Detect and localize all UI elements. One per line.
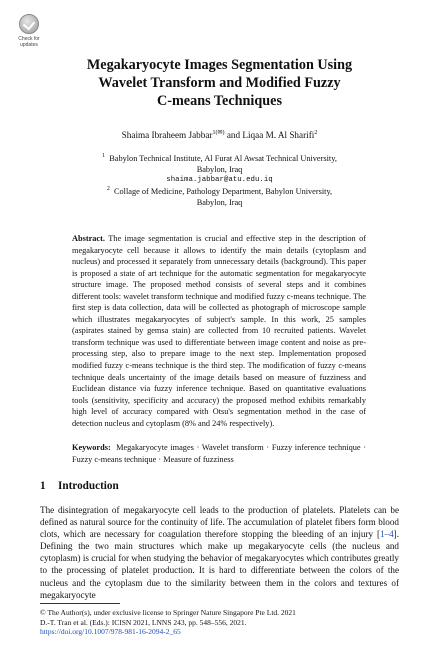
abstract (72, 233, 366, 429)
keywords (72, 442, 366, 465)
author-2-sup: 2 (314, 130, 318, 136)
author-1-sup: 1(✉) (212, 130, 225, 136)
affiliation-2: $^2$ Collage of Medicine, Pathology Department, Babylon University, Babylon, Iraq (106, 186, 333, 207)
citation-link[interactable]: 1–4 (379, 529, 394, 540)
author-2: Liqaa M. Al Sharifi (242, 130, 315, 141)
keywords-text: Megakaryocyte images · Wavelet transform · Fuzzy inference technique · Fuzzy c-means technique · Measure of fuzziness (72, 443, 366, 464)
abstract-text: The image segmentation is crucial and effective step in the description of megakaryocyte cell because it allows to identify the main details (cytoplasm and nucleus) and processed it separately from unnecessary details (background). This paper is proposed a state of art technique for the automatic segmentation for megakaryocyte structure image. The proposed method consists of several steps and it combines different tools: wavelet transform technique and modified fuzzy c-means technique. The first step is data collection, data will be collected as photograph of microscope sample which illustrates megakaryocytes of subject's sample. In this work, 25 samples (aspirates stained by gemsa stain) are collected from 10 recruited patients. Wavelet transform technique was used to differentiate between image content and noise as pre-processing step, also to prepare image to the next step. Implementation proposed modified fuzzy c-means technique is the third step. The modification of fuzzy c-means technique deals uncertainty of the image details based on measure of fuzziness and Euclidean distance via fuzzy inference technique. Based on quantitative evaluations tools (sensitivity, specificity and accuracy) the proposed method exhibits remarkably high level of accuracy compared with Otsu's segmentation method in the case of detection nucleus and cytoplasm (8% and 24% respectively). (72, 234, 366, 428)
check-updates-icon (19, 14, 39, 34)
section-heading (40, 480, 119, 492)
copyright-footer: © The Author(s), under exclusive license to Springer Nature Singapore Pte Ltd. 2021 D.-T. Tran et al. (Eds.): ICISN 2021, LNNS 243, pp. 548–556, 2021. https://doi.org/10.1007/978-981-16-2094-2_65 (40, 608, 410, 637)
author-line: Shaima Ibraheem Jabbar$^{1(✉)}$ and Liqaa M. Al Sharifi$^2$ (121, 130, 318, 141)
badge-text: Check for updates (18, 36, 40, 48)
author-1: Shaima Ibraheem Jabbar (121, 130, 213, 141)
doi-link[interactable]: https://doi.org/10.1007/978-981-16-2094-2_65 (40, 627, 181, 637)
affiliation-1: $^1$ Babylon Technical Institute, Al Furat Al Awsat Technical University, Babylon, Iraq shaima.jabbar@atu.edu.iq (40, 151, 399, 186)
author-email-link[interactable]: shaima.jabbar@atu.edu.iq (166, 175, 273, 184)
check-for-updates-badge[interactable] (16, 14, 42, 48)
keywords-label: Keywords: (72, 443, 111, 452)
paper-title: Megakaryocyte Images Segmentation Using Wavelet Transform and Modified Fuzzy C-means Techniques (86, 57, 353, 109)
abstract-label: Abstract. (72, 234, 105, 243)
section-title: Introduction (58, 480, 119, 492)
footnote-rule (40, 603, 120, 604)
intro-paragraph: The disintegration of megakaryocyte cell leads to the production of platelets. Platelets can be defined as natural source for the continuity of life. The accumulation of platelet fibers form blood clots, which are necessary for coagulation therefore stopping the bleeding of an injury [1–4]. Defining the two main structures which make up megakaryocyte cells (the nucleus and cytoplasm) is crucial for when studying the behavior of megakaryocytes which contributes greatly to the processing of platelet production. It is hard to differentiate between the colors of the nucleus and the cytoplasm due to the similarity between them in the colors and textures of megakaryocyte (40, 505, 399, 600)
section-number: 1 (40, 480, 46, 492)
